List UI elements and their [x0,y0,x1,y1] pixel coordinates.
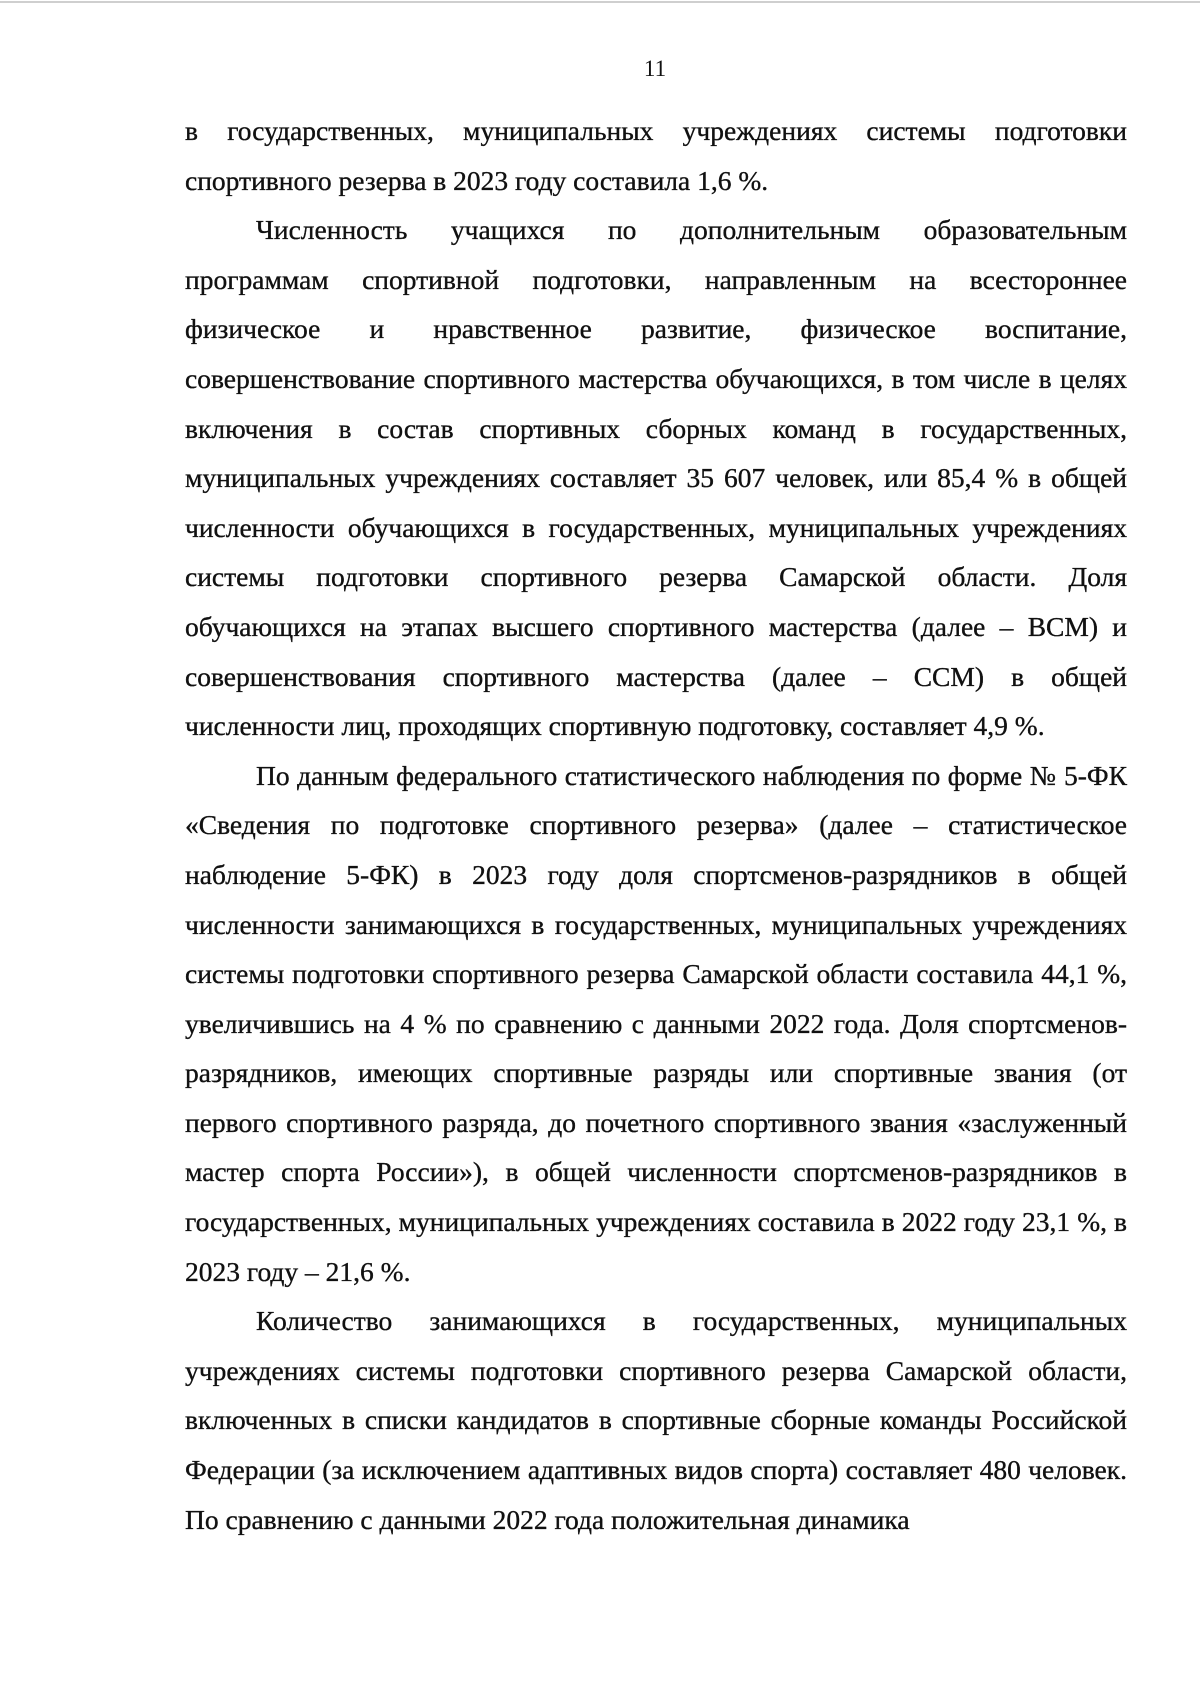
page-number: 11 [643,56,667,81]
paragraph-student-count: Численность учащихся по дополнительным образовательным программам спортивной подготовки, направленным на всестороннее физическое и нравственное развитие, физическое воспитание, совершенствование спортивного мастерства обучающихся, в том числе в целях включения в состав спортивных сборных команд в государственных, муниципальных учреждениях составляет 35 607 человек, или 85,4 % в общей численности обучающихся в государственных, муниципальных учреждениях системы подготовки спортивного резерва Самарской области. Доля обучающихся на этапах высшего спортивного мастерства (далее – ВСМ) и совершенствования спортивного мастерства (далее – ССМ) в общей численности лиц, проходящих спортивную подготовку, составляет 4,9 %. [185,214,1127,742]
paragraph-statistics-5fk: По данным федерального статистического наблюдения по форме № 5-ФК «Сведения по подготовке спортивного резерва» (далее – статистическое наблюдение 5-ФК) в 2023 году доля спортсменов-разрядников в общей численности занимающихся в государственных, муниципальных учреждениях системы подготовки спортивного резерва Самарской области составила 44,1 %, увеличившись на 4 % по сравнению с данными 2022 года. Доля спортсменов-разрядников, имеющих спортивные разряды или спортивные звания (от первого спортивного разряда, до почетного спортивного звания «заслуженный мастер спорта России»), в общей численности спортсменов-разрядников в государственных, муниципальных учреждениях составила в 2022 году 23,1 %, в 2023 году – 21,6 %. [185,759,1127,1287]
body-text [185,106,1127,1544]
scan-top-edge [0,1,1200,3]
paragraph-continued: в государственных, муниципальных учреждениях системы подготовки спортивного резерва в 2023 году составила 1,6 %. [185,115,1127,196]
paragraph-national-team-candidates: Количество занимающихся в государственных, муниципальных учреждениях системы подготовки спортивного резерва Самарской области, включенных в списки кандидатов в спортивные сборные команды Российской Федерации (за исключением адаптивных видов спорта) составляет 480 человек. По сравнению с данными 2022 года положительная динамика [185,1305,1127,1535]
